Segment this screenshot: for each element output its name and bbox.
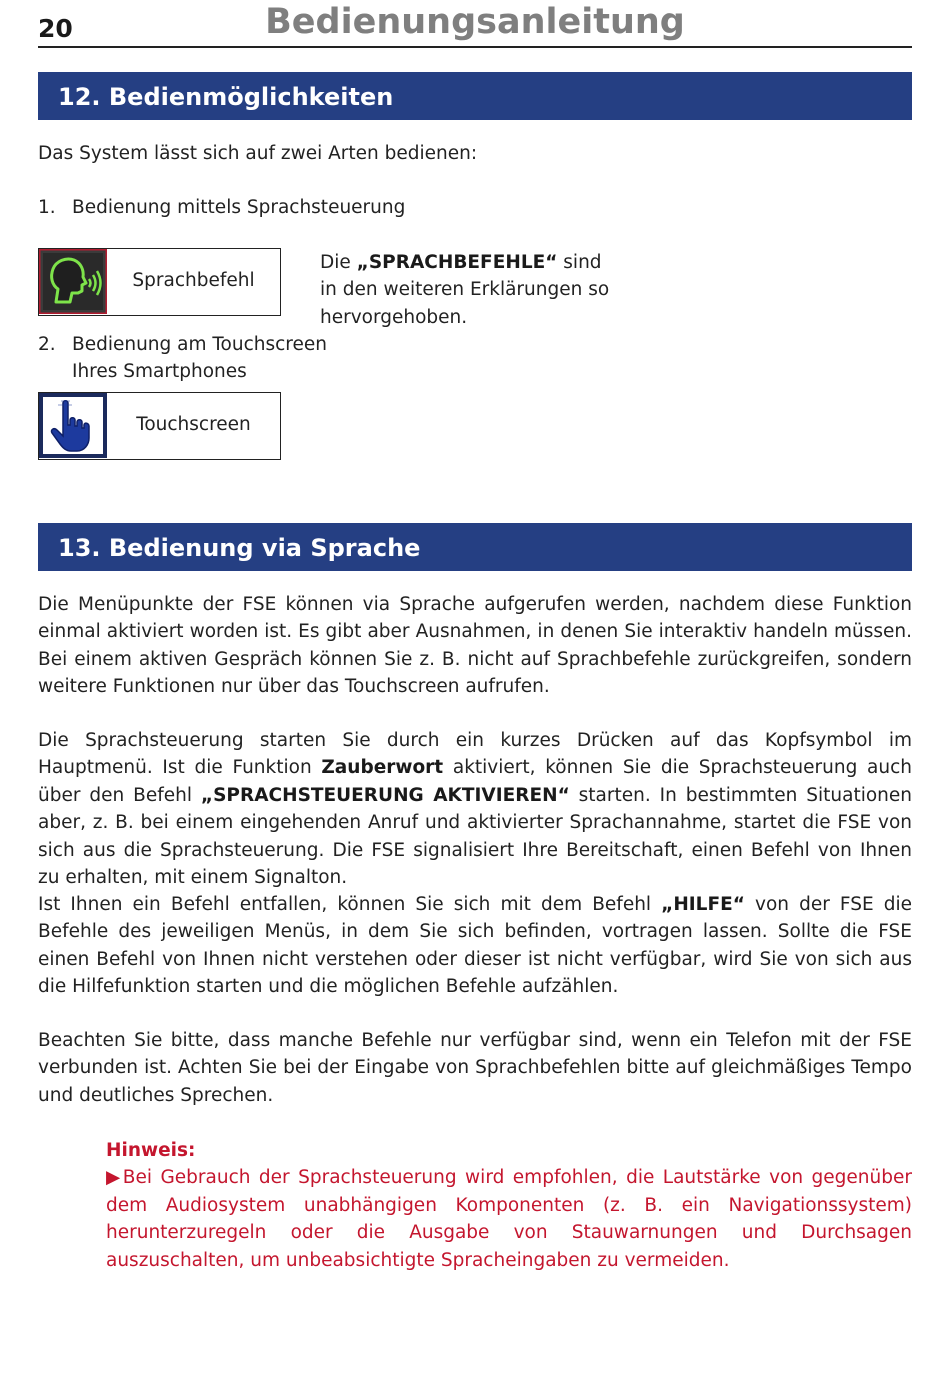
p2-text-e: starten. In bestimmten Situationen aber, z. B. bei einem eingehenden Anruf und aktivierter Sprachannahme, startet die FSE von sich aus die Sprachsteuerung. Die FSE signalisiert Ihre Bereitschaft, einen Befehl von Ihnen zu erhalten, mit einem Signalton.	[38, 784, 912, 889]
note-text-pre: Die	[320, 252, 357, 273]
hint-text	[106, 1164, 912, 1274]
note-highlight: „SPRACHBEFEHLE“	[356, 252, 558, 273]
paragraph-1: Die Menüpunkte der FSE können via Sprache aufgerufen werden, nachdem diese Funktion einmal aktiviert worden ist. Es gibt aber Ausnahmen, in denen Sie interaktiv handeln müssen. Bei einem aktiven Gespräch können Sie z. B. nicht auf Sprachbefehle zurückgreifen, sondern weitere Funktionen nur über das Touchscreen aufrufen.	[38, 594, 912, 698]
p3-command-hilfe: „HILFE“	[661, 894, 745, 915]
list-number-1: 1.	[38, 197, 56, 218]
section-heading-12: 12. Bedienmöglichkeiten	[38, 72, 912, 120]
intro-text: Das System lässt sich auf zwei Arten bedienen:	[38, 143, 478, 164]
document-title: Bedienungsanleitung	[265, 2, 685, 42]
section-heading-13: 13. Bedienung via Sprache	[38, 523, 912, 571]
p2-text-a: Die Sprachsteuerung starten Sie durch ein kurzes Drücken auf das Kopfsymbol im Hauptmenü. Ist die Funktion	[38, 730, 912, 779]
paragraph-3	[38, 891, 912, 1001]
list-item-touch-line2: Ihres Smartphones	[72, 361, 247, 382]
touchscreen-legend-box	[38, 392, 281, 460]
paragraph-2	[38, 727, 912, 891]
note-text-post: sind in den weiteren Erklärungen so hervorgehoben.	[320, 252, 610, 328]
voice-command-note	[320, 249, 620, 331]
list-item-voice: Bedienung mittels Sprachsteuerung	[72, 197, 406, 218]
page-number: 20	[38, 14, 73, 43]
p2-command-highlight: „SPRACHSTEUERUNG AKTIVIEREN“	[200, 784, 570, 806]
hint-heading: Hinweis:	[106, 1140, 196, 1161]
p2-text-c: aktiviert, können Sie die Sprachsteuerung auch über den Befehl	[38, 757, 912, 806]
header-rule	[38, 46, 912, 48]
voice-command-label: Sprachbefehl	[132, 270, 255, 291]
hint-body: Bei Gebrauch der Sprachsteuerung wird empfohlen, die Lautstärke von gegenüber dem Audiosystem unabhängigen Komponenten (z. B. ein Navigationssystem) herunterzuregeln oder die Ausgabe von Stauwarnungen und Durchsagen auszuschalten, um unbeabsichtigte Spracheingaben zu vermeiden.	[106, 1167, 912, 1271]
p3-text-a: Ist Ihnen ein Befehl entfallen, können Sie sich mit dem Befehl	[38, 894, 662, 915]
paragraph-4: Beachten Sie bitte, dass manche Befehle nur verfügbar sind, wenn ein Telefon mit der FSE verbunden ist. Achten Sie bei der Eingabe von Sprachbefehlen bitte auf gleichmäßiges Tempo und deutliches Sprechen.	[38, 1030, 912, 1106]
voice-command-legend-box	[38, 248, 281, 316]
p3-text-c: von der FSE die Befehle des jeweiligen Menüs, in dem Sie sich befinden, vortragen lassen. Sollte die FSE einen Befehl von Ihnen nicht verstehen oder dieser ist nicht verfügbar, wird Sie von sich aus die Hilfefunktion starten und die möglichen Befehle aufzählen.	[38, 894, 912, 998]
p2-keyword-zauberwort: Zauberwort	[321, 757, 444, 779]
list-item-touch-line1: Bedienung am Touchscreen	[72, 334, 327, 355]
touch-hand-icon	[39, 393, 107, 458]
hint-box	[106, 1137, 912, 1274]
voice-command-head-icon	[39, 249, 107, 314]
hint-marker-icon: ▶	[106, 1167, 123, 1189]
touchscreen-label: Touchscreen	[136, 414, 251, 435]
list-number-2: 2.	[38, 334, 56, 355]
